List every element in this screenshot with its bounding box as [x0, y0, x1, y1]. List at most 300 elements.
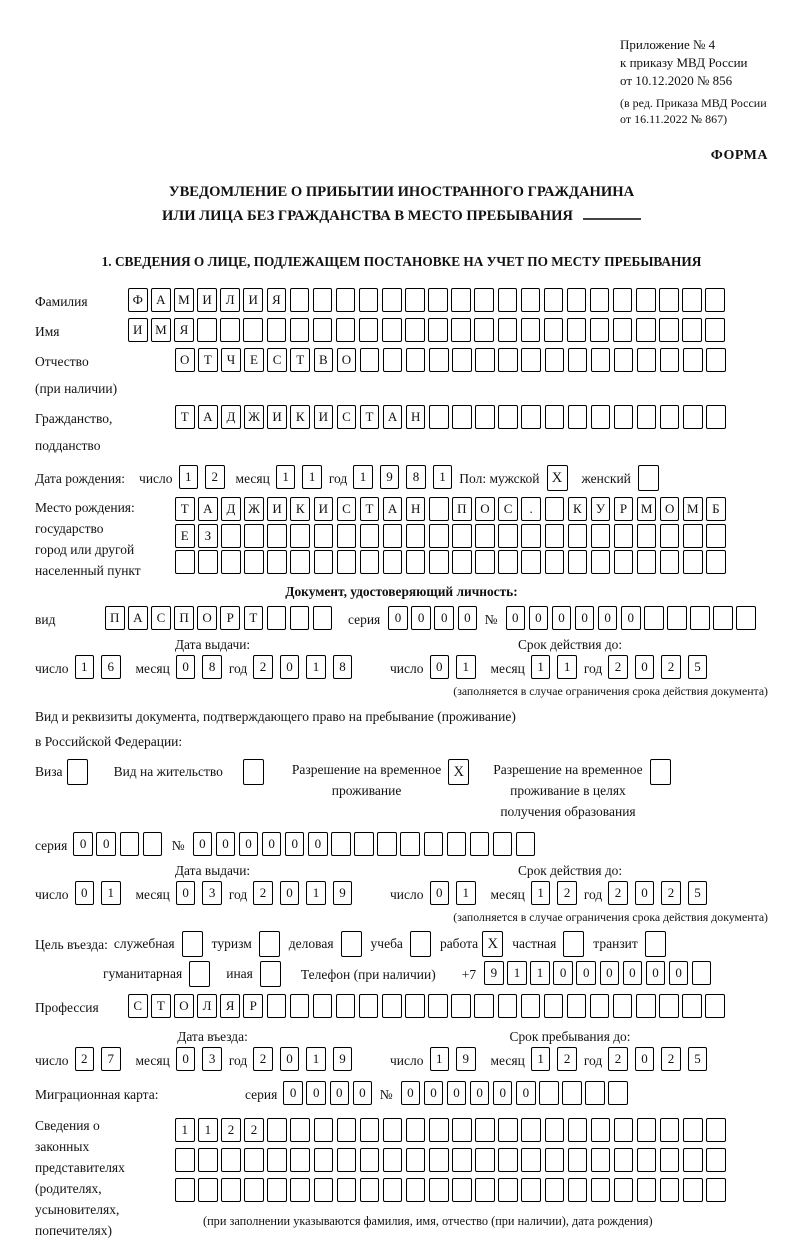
char-cell[interactable]	[637, 550, 657, 574]
char-cell[interactable]: С	[128, 994, 148, 1018]
char-cell[interactable]	[267, 1178, 287, 1202]
char-cell[interactable]: Я	[174, 318, 194, 342]
char-cell[interactable]	[521, 288, 541, 312]
char-cell[interactable]: 0	[621, 606, 641, 630]
char-cell[interactable]: Р	[614, 497, 634, 521]
purpose-work-checkbox[interactable]: X	[482, 931, 503, 957]
char-cell[interactable]	[336, 994, 356, 1018]
char-cell[interactable]: О	[197, 606, 217, 630]
char-cell[interactable]: 2	[221, 1118, 241, 1142]
char-cell[interactable]	[545, 550, 565, 574]
char-cell[interactable]: 2	[608, 881, 628, 905]
sex-male-checkbox[interactable]: X	[547, 465, 568, 491]
char-cell[interactable]	[682, 994, 702, 1018]
char-cell[interactable]: А	[151, 288, 171, 312]
char-cell[interactable]: 0	[411, 606, 431, 630]
char-cell[interactable]: К	[290, 497, 310, 521]
char-cell[interactable]	[475, 1118, 495, 1142]
char-cell[interactable]	[337, 1178, 357, 1202]
char-cell[interactable]: 2	[608, 1047, 628, 1071]
char-cell[interactable]	[221, 1148, 241, 1172]
char-cell[interactable]: 0	[575, 606, 595, 630]
char-cell[interactable]	[690, 606, 710, 630]
char-cell[interactable]: 1	[306, 881, 326, 905]
char-cell[interactable]	[498, 405, 518, 429]
char-cell[interactable]	[383, 1148, 403, 1172]
char-cell[interactable]: 9	[484, 961, 504, 985]
purpose-tourism-checkbox[interactable]	[259, 931, 280, 957]
char-cell[interactable]	[382, 288, 402, 312]
char-cell[interactable]: 0	[516, 1081, 536, 1105]
char-cell[interactable]: 0	[280, 1047, 300, 1071]
char-cell[interactable]	[591, 550, 611, 574]
char-cell[interactable]	[406, 1118, 426, 1142]
char-cell[interactable]: 0	[73, 832, 93, 856]
char-cell[interactable]	[336, 318, 356, 342]
char-cell[interactable]	[198, 1148, 218, 1172]
char-cell[interactable]: Т	[175, 497, 195, 521]
char-cell[interactable]	[498, 550, 518, 574]
purpose-transit-checkbox[interactable]	[645, 931, 666, 957]
char-cell[interactable]	[475, 1178, 495, 1202]
purpose-business-checkbox[interactable]	[341, 931, 362, 957]
char-cell[interactable]	[406, 1178, 426, 1202]
char-cell[interactable]: 0	[598, 606, 618, 630]
char-cell[interactable]	[290, 318, 310, 342]
char-cell[interactable]	[660, 1118, 680, 1142]
char-cell[interactable]	[221, 1178, 241, 1202]
char-cell[interactable]	[267, 606, 287, 630]
char-cell[interactable]	[383, 348, 403, 372]
char-cell[interactable]	[405, 994, 425, 1018]
char-cell[interactable]	[545, 348, 565, 372]
char-cell[interactable]	[667, 606, 687, 630]
char-cell[interactable]	[429, 1118, 449, 1142]
char-cell[interactable]: Я	[220, 994, 240, 1018]
char-cell[interactable]	[521, 1148, 541, 1172]
char-cell[interactable]: Л	[220, 288, 240, 312]
char-cell[interactable]: 0	[635, 1047, 655, 1071]
char-cell[interactable]: 5	[688, 881, 708, 905]
char-cell[interactable]: 2	[253, 881, 273, 905]
char-cell[interactable]	[360, 550, 380, 574]
char-cell[interactable]: С	[151, 606, 171, 630]
char-cell[interactable]	[429, 550, 449, 574]
char-cell[interactable]	[377, 832, 397, 856]
char-cell[interactable]: А	[128, 606, 148, 630]
char-cell[interactable]	[290, 1148, 310, 1172]
char-cell[interactable]: Ч	[221, 348, 241, 372]
char-cell[interactable]	[682, 288, 702, 312]
char-cell[interactable]: 0	[96, 832, 116, 856]
char-cell[interactable]	[290, 1118, 310, 1142]
char-cell[interactable]	[590, 318, 610, 342]
char-cell[interactable]	[475, 550, 495, 574]
char-cell[interactable]: 2	[661, 881, 681, 905]
char-cell[interactable]	[406, 348, 426, 372]
char-cell[interactable]: Д	[221, 405, 241, 429]
char-cell[interactable]: З	[198, 524, 218, 548]
char-cell[interactable]	[360, 348, 380, 372]
char-cell[interactable]: 0	[600, 961, 620, 985]
char-cell[interactable]: И	[267, 405, 287, 429]
char-cell[interactable]	[706, 348, 726, 372]
char-cell[interactable]	[267, 1148, 287, 1172]
char-cell[interactable]	[713, 606, 733, 630]
char-cell[interactable]	[614, 405, 634, 429]
char-cell[interactable]	[521, 1178, 541, 1202]
char-cell[interactable]	[660, 348, 680, 372]
char-cell[interactable]	[314, 1118, 334, 1142]
char-cell[interactable]	[706, 524, 726, 548]
char-cell[interactable]	[451, 288, 471, 312]
char-cell[interactable]: 0	[424, 1081, 444, 1105]
char-cell[interactable]	[591, 348, 611, 372]
char-cell[interactable]: 0	[552, 606, 572, 630]
char-cell[interactable]	[659, 288, 679, 312]
char-cell[interactable]: О	[337, 348, 357, 372]
char-cell[interactable]	[683, 405, 703, 429]
char-cell[interactable]	[636, 318, 656, 342]
char-cell[interactable]: И	[197, 288, 217, 312]
char-cell[interactable]	[314, 550, 334, 574]
char-cell[interactable]: К	[568, 497, 588, 521]
char-cell[interactable]: 1	[179, 465, 199, 489]
char-cell[interactable]	[683, 550, 703, 574]
char-cell[interactable]	[516, 832, 536, 856]
char-cell[interactable]: 0	[262, 832, 282, 856]
char-cell[interactable]: 0	[430, 655, 450, 679]
char-cell[interactable]	[591, 1178, 611, 1202]
char-cell[interactable]: С	[267, 348, 287, 372]
char-cell[interactable]: М	[683, 497, 703, 521]
char-cell[interactable]	[568, 524, 588, 548]
char-cell[interactable]: 0	[308, 832, 328, 856]
char-cell[interactable]	[406, 524, 426, 548]
char-cell[interactable]: 3	[202, 881, 222, 905]
char-cell[interactable]: К	[290, 405, 310, 429]
char-cell[interactable]	[614, 524, 634, 548]
char-cell[interactable]	[568, 405, 588, 429]
char-cell[interactable]: 1	[433, 465, 453, 489]
char-cell[interactable]	[313, 318, 333, 342]
purpose-study-checkbox[interactable]	[410, 931, 431, 957]
char-cell[interactable]: 0	[388, 606, 408, 630]
char-cell[interactable]: 9	[333, 881, 353, 905]
char-cell[interactable]	[637, 524, 657, 548]
char-cell[interactable]	[452, 1178, 472, 1202]
char-cell[interactable]: 1	[557, 655, 577, 679]
char-cell[interactable]: Б	[706, 497, 726, 521]
char-cell[interactable]	[659, 994, 679, 1018]
char-cell[interactable]	[354, 832, 374, 856]
char-cell[interactable]: 0	[669, 961, 689, 985]
char-cell[interactable]	[637, 348, 657, 372]
char-cell[interactable]	[544, 994, 564, 1018]
char-cell[interactable]: 0	[176, 655, 196, 679]
char-cell[interactable]	[614, 1118, 634, 1142]
char-cell[interactable]: Т	[360, 405, 380, 429]
char-cell[interactable]	[383, 550, 403, 574]
purpose-humanitarian-checkbox[interactable]	[189, 961, 210, 987]
char-cell[interactable]: 1	[306, 1047, 326, 1071]
purpose-private-checkbox[interactable]	[563, 931, 584, 957]
char-cell[interactable]	[337, 1148, 357, 1172]
char-cell[interactable]	[382, 318, 402, 342]
char-cell[interactable]: О	[174, 994, 194, 1018]
char-cell[interactable]: 0	[285, 832, 305, 856]
char-cell[interactable]	[568, 348, 588, 372]
char-cell[interactable]	[452, 348, 472, 372]
char-cell[interactable]	[637, 1118, 657, 1142]
char-cell[interactable]	[198, 550, 218, 574]
char-cell[interactable]: В	[314, 348, 334, 372]
char-cell[interactable]: П	[174, 606, 194, 630]
char-cell[interactable]: П	[105, 606, 125, 630]
char-cell[interactable]: 2	[661, 1047, 681, 1071]
char-cell[interactable]	[521, 348, 541, 372]
char-cell[interactable]: 0	[353, 1081, 373, 1105]
char-cell[interactable]: Р	[243, 994, 263, 1018]
char-cell[interactable]	[314, 524, 334, 548]
char-cell[interactable]	[692, 961, 712, 985]
char-cell[interactable]	[660, 1148, 680, 1172]
char-cell[interactable]: Р	[220, 606, 240, 630]
char-cell[interactable]	[452, 1148, 472, 1172]
char-cell[interactable]	[452, 1118, 472, 1142]
char-cell[interactable]	[267, 994, 287, 1018]
char-cell[interactable]	[705, 288, 725, 312]
char-cell[interactable]	[267, 318, 287, 342]
char-cell[interactable]	[474, 994, 494, 1018]
char-cell[interactable]	[359, 318, 379, 342]
char-cell[interactable]: 0	[216, 832, 236, 856]
sex-female-checkbox[interactable]	[638, 465, 659, 491]
char-cell[interactable]	[360, 1118, 380, 1142]
char-cell[interactable]: А	[198, 497, 218, 521]
char-cell[interactable]: 0	[330, 1081, 350, 1105]
char-cell[interactable]	[331, 832, 351, 856]
char-cell[interactable]: И	[243, 288, 263, 312]
char-cell[interactable]	[660, 405, 680, 429]
char-cell[interactable]	[429, 348, 449, 372]
char-cell[interactable]: 0	[646, 961, 666, 985]
char-cell[interactable]	[405, 288, 425, 312]
char-cell[interactable]	[452, 405, 472, 429]
char-cell[interactable]: Т	[151, 994, 171, 1018]
char-cell[interactable]	[613, 994, 633, 1018]
char-cell[interactable]	[568, 550, 588, 574]
char-cell[interactable]: 9	[380, 465, 400, 489]
char-cell[interactable]: Я	[267, 288, 287, 312]
char-cell[interactable]: 0	[283, 1081, 303, 1105]
char-cell[interactable]: 0	[506, 606, 526, 630]
char-cell[interactable]	[498, 318, 518, 342]
char-cell[interactable]	[545, 524, 565, 548]
char-cell[interactable]	[243, 318, 263, 342]
char-cell[interactable]	[659, 318, 679, 342]
char-cell[interactable]: 3	[202, 1047, 222, 1071]
char-cell[interactable]	[429, 524, 449, 548]
char-cell[interactable]: С	[498, 497, 518, 521]
char-cell[interactable]: И	[314, 405, 334, 429]
option-temp-residence-checkbox[interactable]: X	[448, 759, 469, 785]
char-cell[interactable]: Т	[290, 348, 310, 372]
char-cell[interactable]	[545, 1118, 565, 1142]
char-cell[interactable]	[544, 318, 564, 342]
char-cell[interactable]: 2	[244, 1118, 264, 1142]
char-cell[interactable]	[660, 1178, 680, 1202]
char-cell[interactable]: Т	[175, 405, 195, 429]
char-cell[interactable]	[683, 524, 703, 548]
char-cell[interactable]	[429, 1148, 449, 1172]
char-cell[interactable]	[383, 1178, 403, 1202]
char-cell[interactable]	[220, 318, 240, 342]
char-cell[interactable]: 1	[75, 655, 95, 679]
char-cell[interactable]: Л	[197, 994, 217, 1018]
char-cell[interactable]	[290, 1178, 310, 1202]
char-cell[interactable]	[521, 405, 541, 429]
char-cell[interactable]	[475, 405, 495, 429]
char-cell[interactable]	[567, 318, 587, 342]
char-cell[interactable]: 6	[101, 655, 121, 679]
purpose-official-checkbox[interactable]	[182, 931, 203, 957]
char-cell[interactable]: 8	[202, 655, 222, 679]
char-cell[interactable]	[429, 405, 449, 429]
char-cell[interactable]	[614, 550, 634, 574]
char-cell[interactable]: Е	[244, 348, 264, 372]
char-cell[interactable]	[451, 994, 471, 1018]
char-cell[interactable]: 1	[456, 881, 476, 905]
char-cell[interactable]	[705, 994, 725, 1018]
char-cell[interactable]	[660, 550, 680, 574]
char-cell[interactable]: 1	[276, 465, 296, 489]
char-cell[interactable]: Ж	[244, 497, 264, 521]
char-cell[interactable]: И	[267, 497, 287, 521]
char-cell[interactable]	[290, 550, 310, 574]
char-cell[interactable]	[475, 1148, 495, 1172]
char-cell[interactable]	[290, 606, 310, 630]
char-cell[interactable]	[313, 606, 333, 630]
char-cell[interactable]	[591, 524, 611, 548]
char-cell[interactable]: 1	[456, 655, 476, 679]
char-cell[interactable]: 1	[198, 1118, 218, 1142]
char-cell[interactable]	[521, 550, 541, 574]
char-cell[interactable]: 5	[688, 1047, 708, 1071]
char-cell[interactable]	[706, 1118, 726, 1142]
char-cell[interactable]	[706, 405, 726, 429]
char-cell[interactable]	[567, 288, 587, 312]
char-cell[interactable]	[705, 318, 725, 342]
char-cell[interactable]	[591, 405, 611, 429]
char-cell[interactable]: 0	[635, 881, 655, 905]
char-cell[interactable]	[336, 288, 356, 312]
char-cell[interactable]: 1	[507, 961, 527, 985]
char-cell[interactable]: 0	[623, 961, 643, 985]
option-residence-permit-checkbox[interactable]	[243, 759, 264, 785]
char-cell[interactable]	[498, 1118, 518, 1142]
char-cell[interactable]: 0	[493, 1081, 513, 1105]
char-cell[interactable]	[175, 1148, 195, 1172]
char-cell[interactable]	[706, 1148, 726, 1172]
char-cell[interactable]	[314, 1148, 334, 1172]
char-cell[interactable]: Н	[406, 405, 426, 429]
char-cell[interactable]: 2	[608, 655, 628, 679]
char-cell[interactable]	[475, 348, 495, 372]
char-cell[interactable]	[360, 1178, 380, 1202]
char-cell[interactable]	[568, 1178, 588, 1202]
char-cell[interactable]	[383, 1118, 403, 1142]
char-cell[interactable]	[470, 832, 490, 856]
char-cell[interactable]	[493, 832, 513, 856]
char-cell[interactable]: Ж	[244, 405, 264, 429]
char-cell[interactable]: 0	[434, 606, 454, 630]
char-cell[interactable]	[683, 1118, 703, 1142]
char-cell[interactable]: 0	[193, 832, 213, 856]
char-cell[interactable]	[244, 1148, 264, 1172]
char-cell[interactable]: 1	[101, 881, 121, 905]
char-cell[interactable]	[475, 524, 495, 548]
char-cell[interactable]	[545, 1178, 565, 1202]
char-cell[interactable]	[637, 1178, 657, 1202]
char-cell[interactable]: 1	[531, 881, 551, 905]
char-cell[interactable]: М	[637, 497, 657, 521]
char-cell[interactable]	[521, 318, 541, 342]
char-cell[interactable]	[451, 318, 471, 342]
char-cell[interactable]	[406, 1148, 426, 1172]
char-cell[interactable]: 0	[176, 881, 196, 905]
char-cell[interactable]	[405, 318, 425, 342]
char-cell[interactable]	[614, 1178, 634, 1202]
char-cell[interactable]: 1	[175, 1118, 195, 1142]
char-cell[interactable]	[429, 1178, 449, 1202]
char-cell[interactable]	[313, 994, 333, 1018]
char-cell[interactable]	[428, 994, 448, 1018]
char-cell[interactable]: 0	[176, 1047, 196, 1071]
char-cell[interactable]	[474, 318, 494, 342]
char-cell[interactable]	[637, 1148, 657, 1172]
char-cell[interactable]: 2	[557, 881, 577, 905]
char-cell[interactable]	[660, 524, 680, 548]
char-cell[interactable]: 0	[306, 1081, 326, 1105]
char-cell[interactable]: М	[174, 288, 194, 312]
char-cell[interactable]	[498, 288, 518, 312]
char-cell[interactable]	[360, 524, 380, 548]
char-cell[interactable]: 2	[253, 1047, 273, 1071]
char-cell[interactable]: 2	[253, 655, 273, 679]
char-cell[interactable]	[447, 832, 467, 856]
char-cell[interactable]	[406, 550, 426, 574]
char-cell[interactable]: А	[383, 405, 403, 429]
char-cell[interactable]	[683, 1178, 703, 1202]
char-cell[interactable]: С	[337, 405, 357, 429]
char-cell[interactable]	[244, 550, 264, 574]
char-cell[interactable]: О	[660, 497, 680, 521]
char-cell[interactable]	[683, 348, 703, 372]
char-cell[interactable]	[143, 832, 163, 856]
option-visa-checkbox[interactable]	[67, 759, 88, 785]
char-cell[interactable]: 2	[557, 1047, 577, 1071]
char-cell[interactable]: 5	[688, 655, 708, 679]
char-cell[interactable]: С	[337, 497, 357, 521]
char-cell[interactable]	[683, 1148, 703, 1172]
char-cell[interactable]	[590, 288, 610, 312]
char-cell[interactable]: 2	[75, 1047, 95, 1071]
char-cell[interactable]	[498, 994, 518, 1018]
char-cell[interactable]	[636, 994, 656, 1018]
char-cell[interactable]: 1	[302, 465, 322, 489]
char-cell[interactable]	[682, 318, 702, 342]
